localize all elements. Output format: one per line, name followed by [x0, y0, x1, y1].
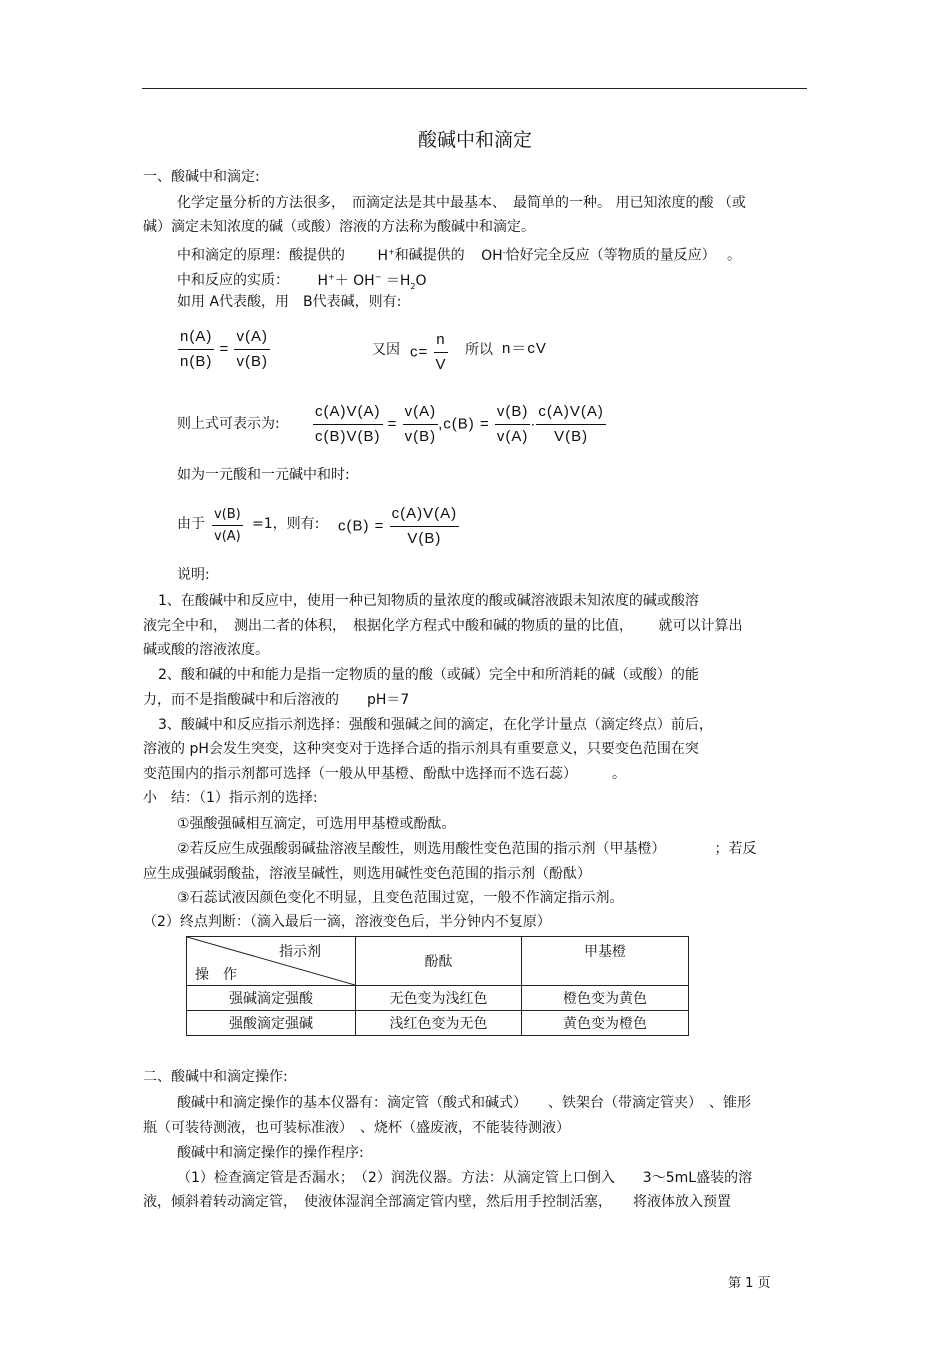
- endpoint-table: [186, 936, 689, 1036]
- paragraph: 如为一元酸和一元碱中和时:: [177, 467, 350, 483]
- note-heading: 说明:: [177, 567, 210, 583]
- table-header: 酚酞: [356, 937, 522, 986]
- table-cell: 无色变为浅红色: [356, 986, 522, 1011]
- table-row: [187, 1011, 689, 1036]
- paragraph: 碱）滴定未知浓度的碱（或酸）溶液的方法称为酸碱中和滴定。: [143, 219, 535, 235]
- paragraph: 如用 A代表酸，用 B代表碱，则有:: [177, 294, 402, 310]
- text: 中和反应的实质：: [177, 272, 289, 289]
- paragraph: 液，倾斜着转动滴定管， 使液体湿润全部滴定管内壁，然后用手控制活塞， 将液体放入预置: [143, 1194, 731, 1210]
- formula-concentration: c= $\frac{n}{V}$: [410, 331, 447, 373]
- formula-expanded: $\frac{c(A)V(A)}{c(B)V(B)}$ = $\frac{v(A)}{v(B)}$ ,c(B) = $\frac{v(B)}{v(A)}$ · $\frac{c(A)V(A)}{V(B)}$: [315, 403, 604, 445]
- formula-result: c(B) = $\frac{c(A)V(A)}{V(B)}$: [338, 505, 458, 547]
- oh-ion: OH-: [481, 247, 506, 264]
- note: 溶液的 pH会发生突变，这种突变对于选择合适的指示剂具有重要意义，只要变色范围在突: [143, 741, 699, 757]
- essence-line: [177, 268, 427, 295]
- note: 1、在酸碱中和反应中，使用一种已知物质的量浓度的酸或碱溶液跟未知浓度的碱或酸溶: [158, 593, 699, 609]
- note: 液完全中和， 测出二者的体积， 根据化学方程式中酸和碱的物质的量的比值， 就可以计算出: [143, 618, 743, 634]
- note: 碱或酸的溶液浓度。: [143, 642, 269, 658]
- table-cell: 黄色变为橙色: [522, 1011, 689, 1036]
- table-header-row: [187, 937, 689, 986]
- note: 2、酸和碱的中和能力是指一定物质的量的酸（或碱）完全中和所消耗的碱（或酸）的能: [158, 667, 699, 683]
- text: 由于: [177, 516, 205, 532]
- table-row: [187, 986, 689, 1011]
- table-corner-cell: [187, 937, 356, 986]
- summary-item: 应生成强碱弱酸盐，溶液呈碱性，则选用碱性变色范围的指示剂（酚酞）: [143, 866, 591, 882]
- formula-ratio-small: $\frac{v(B)}{v(A)}$: [214, 507, 241, 544]
- corner-bottom-label: 操 作: [195, 967, 237, 983]
- table-cell: 强酸滴定强碱: [187, 1011, 356, 1036]
- text: 恰好完全反应（等物质的量反应） 。: [505, 247, 742, 264]
- paragraph: 酸碱中和滴定操作的操作程序:: [177, 1145, 364, 1161]
- text: 和碱提供的: [394, 247, 465, 264]
- note: 力，而不是指酸碱中和后溶液的 pH＝7: [143, 692, 410, 708]
- note: 变范围内的指示剂都可选择（一般从甲基橙、酚酞中选择而不选石蕊） 。: [143, 766, 626, 782]
- principle-line: [177, 243, 741, 265]
- section-1-heading: 一、酸碱中和滴定:: [143, 169, 260, 185]
- paragraph: （1）检查滴定管是否漏水； （2）润洗仪器。方法：从滴定管上口倒入 3～5mL盛装的溶: [177, 1170, 753, 1186]
- text: 又因: [372, 342, 400, 358]
- table-cell: 橙色变为黄色: [522, 986, 689, 1011]
- summary-item: （2）终点判断：（滴入最后一滴，溶液变色后，半分钟内不复原）: [143, 914, 551, 930]
- paragraph: 化学定量分析的方法很多， 而滴定法是其中最基本、 最简单的一种。 用已知浓度的酸 （或: [177, 195, 746, 211]
- text: =1，则有:: [252, 516, 320, 532]
- summary-item: ③石蕊试液因颜色变化不明显，且变色范围过宽，一般不作滴定指示剂。: [177, 890, 624, 906]
- summary-item: ②若反应生成强酸弱碱盐溶液呈酸性，则选用酸性变色范围的指示剂（甲基橙） ；若反: [177, 841, 757, 857]
- corner-top-label: 指示剂: [279, 944, 321, 960]
- paragraph: 酸碱中和滴定操作的基本仪器有：滴定管（酸式和碱式） 、铁架台（带滴定管夹） 、锥形: [177, 1095, 751, 1111]
- formula-ratio: $\frac{n(A)}{n(B)}$ = $\frac{v(A)}{v(B)}$: [180, 328, 268, 370]
- formula-n: n＝cV: [502, 340, 547, 357]
- text: 则上式可表示为:: [177, 416, 280, 432]
- page-title: 酸碱中和滴定: [417, 129, 532, 151]
- note: 3、酸碱中和反应指示剂选择：强酸和强碱之间的滴定，在化学计量点（滴定终点）前后，: [158, 717, 713, 733]
- section-2-heading: 二、酸碱中和滴定操作:: [143, 1069, 288, 1085]
- h-ion: H+: [377, 247, 395, 264]
- summary-heading: 小 结：（1）指示剂的选择:: [143, 790, 318, 806]
- table-cell: 强碱滴定强酸: [187, 986, 356, 1011]
- page-number: 第 1 页: [728, 1276, 771, 1291]
- paragraph: 瓶（可装待测液，也可装标准液） 、烧杯（盛废液，不能装待测液）: [143, 1120, 570, 1136]
- header-rule: [142, 88, 807, 89]
- equation: $H^++ OH^- =H_2O$: [317, 272, 427, 291]
- text: 所以: [465, 342, 493, 358]
- text: 中和滴定的原理：酸提供的: [177, 247, 345, 264]
- summary-item: ①强酸强碱相互滴定，可选用甲基橙或酚酞。: [177, 816, 456, 832]
- table-cell: 浅红色变为无色: [356, 1011, 522, 1036]
- table-header: 甲基橙: [522, 937, 689, 986]
